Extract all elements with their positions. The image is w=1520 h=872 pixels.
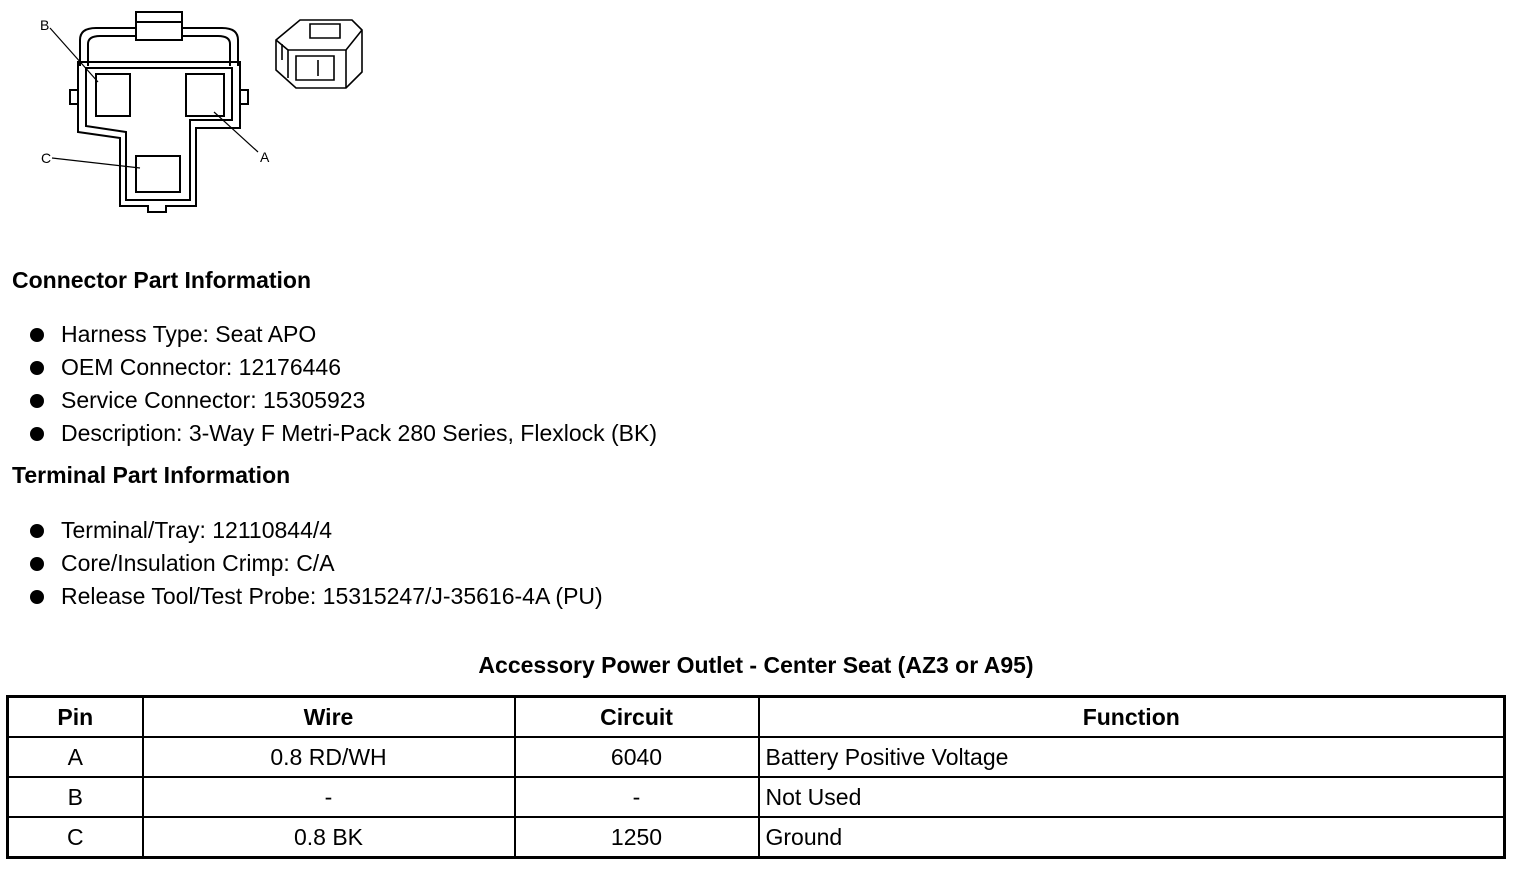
terminal-info-heading: Terminal Part Information — [12, 462, 291, 488]
column-header-function: Function — [759, 697, 1505, 738]
table-row — [8, 737, 1505, 777]
cell-function: Ground — [759, 817, 1505, 858]
bullet-icon — [30, 394, 44, 408]
column-header-wire: Wire — [143, 697, 515, 738]
cell-circuit: - — [515, 777, 759, 817]
connector-face-drawing — [0, 0, 380, 220]
table-header-row — [8, 697, 1505, 738]
list-item: Description: 3-Way F Metri-Pack 280 Series, Flexlock (BK) — [30, 417, 657, 450]
bullet-icon — [30, 557, 44, 571]
cell-wire: - — [143, 777, 515, 817]
pin-label-a: A — [260, 149, 270, 165]
bullet-icon — [30, 590, 44, 604]
column-header-pin: Pin — [8, 697, 143, 738]
connector-diagram — [0, 0, 380, 220]
list-item: Release Tool/Test Probe: 15315247/J-35616-4A (PU) — [30, 580, 603, 613]
column-header-circuit: Circuit — [515, 697, 759, 738]
cell-function: Not Used — [759, 777, 1505, 817]
list-item: Harness Type: Seat APO — [30, 318, 657, 351]
cell-wire: 0.8 BK — [143, 817, 515, 858]
cell-circuit: 1250 — [515, 817, 759, 858]
table-title: Accessory Power Outlet - Center Seat (AZ3 or A95) — [478, 652, 1034, 678]
cell-pin: C — [8, 817, 143, 858]
list-item: Core/Insulation Crimp: C/A — [30, 547, 603, 580]
connector-info-heading: Connector Part Information — [12, 267, 312, 293]
connector-info-list — [30, 318, 657, 450]
connector-iso-view — [276, 20, 362, 88]
cell-function: Battery Positive Voltage — [759, 737, 1505, 777]
list-item: OEM Connector: 12176446 — [30, 351, 657, 384]
terminal-info-list — [30, 514, 603, 613]
cell-pin: B — [8, 777, 143, 817]
bullet-icon — [30, 427, 44, 441]
cell-circuit: 6040 — [515, 737, 759, 777]
pin-label-b: B — [40, 17, 50, 33]
cell-wire: 0.8 RD/WH — [143, 737, 515, 777]
table-row — [8, 777, 1505, 817]
list-item: Terminal/Tray: 12110844/4 — [30, 514, 603, 547]
bullet-icon — [30, 361, 44, 375]
bullet-icon — [30, 328, 44, 342]
pinout-table — [6, 695, 1506, 859]
table-row — [8, 817, 1505, 858]
bullet-icon — [30, 524, 44, 538]
cell-pin: A — [8, 737, 143, 777]
list-item: Service Connector: 15305923 — [30, 384, 657, 417]
pin-label-c: C — [41, 150, 52, 166]
